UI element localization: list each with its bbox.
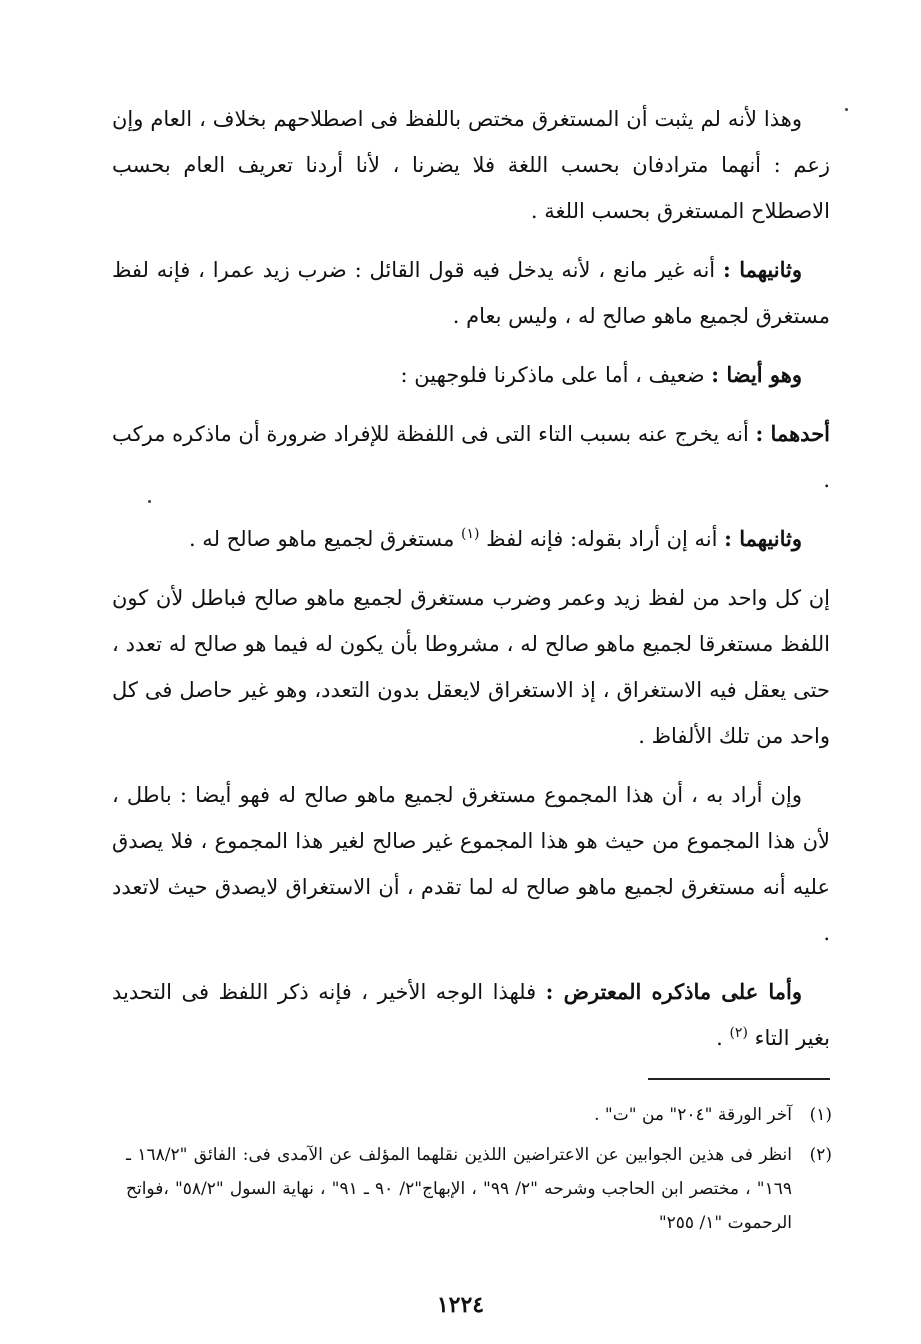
paragraph-lead: أحدهما : [755, 421, 831, 446]
paragraph-text: أنه يخرج عنه بسبب التاء التى فى اللفظة للإفراد ضرورة أن ماذكره مركب . [112, 422, 830, 492]
paragraph [112, 411, 830, 503]
footnote [126, 1098, 832, 1132]
paragraph [112, 575, 830, 759]
scan-speck [845, 108, 848, 111]
paragraph-text: ضعيف ، أما على ماذكرنا فلوجهين : [400, 363, 712, 387]
footnote-marker[interactable]: (٢) [729, 1025, 748, 1041]
footnote-number: (٢) [809, 1145, 832, 1165]
footnote-marker[interactable]: (١) [461, 526, 480, 542]
paragraph [112, 516, 830, 562]
paragraph-lead: وثانيهما : [722, 257, 802, 282]
footnote-text: آخر الورقة "٢٠٤" من "ت" . [594, 1105, 792, 1125]
paragraph [112, 969, 830, 1061]
paragraph [112, 96, 830, 234]
footnotes [126, 1098, 832, 1246]
paragraph [112, 247, 830, 339]
paragraph-lead: وأما على ماذكره المعترض : [545, 979, 802, 1004]
paragraph [112, 352, 830, 398]
paragraph-lead: وثانيهما : [724, 526, 802, 551]
paragraph-text: وإن أراد به ، أن هذا المجموع مستغرق لجميع ماهو صالح له فهو أيضا : باطل ، لأن هذا المجموع من حيث هو هذا المجموع غير صالح لغير هذا المجموع ، فلا يصدق عليه أنه مستغرق لجميع ماهو صالح له لما تقدم ، أن الاستغراق لايصدق حيث لاتعدد . [112, 783, 830, 945]
footnote-number: (١) [809, 1105, 832, 1125]
paragraph-text: إن كل واحد من لفظ زيد وعمر وضرب مستغرق لجميع ماهو صالح فباطل لأن كون اللفظ مستغرقا لجميع ماهو صالح له ، مشروطا بأن يكون له فيما هو صالح له تعدد ، حتى يعقل فيه الاستغراق ، إذ الاستغراق لايعقل بدون التعدد، وهو غير حاصل فى كل واحد من تلك الألفاظ . [112, 586, 830, 748]
footnote-text: انظر فى هذين الجوابين عن الاعتراضين اللذين نقلهما المؤلف عن الآمدى فى: الفائق "١٦٨/٢ ـ ١٦٩" ، مختصر ابن الحاجب وشرحه "٢/ ٩٩" ، الإبهاج"٢/ ٩٠ ـ ٩١" ، نهاية السول "٥٨/٢" ،فواتح الرحموت "١/ ٢٥٥" [126, 1145, 792, 1233]
paragraph-text: وهذا لأنه لم يثبت أن المستغرق مختص باللفظ فى اصطلاحهم بخلاف ، العام وإن زعم : أنهما مترادفان بحسب اللغة فلا يضرنا ، لأنا أردنا تعريف العام بحسب الاصطلاح المستغرق بحسب اللغة . [112, 107, 830, 223]
main-text [112, 96, 830, 1074]
paragraph-text: أنه غير مانع ، لأنه يدخل فيه قول القائل : ضرب زيد عمرا ، فإنه لفظ مستغرق لجميع ماهو صالح له ، وليس بعام . [112, 258, 830, 328]
paragraph-text: مستغرق لجميع ماهو صالح له . [188, 527, 462, 551]
footnote-separator [648, 1078, 830, 1080]
paragraph-lead: وهو أيضا : [711, 362, 802, 387]
scan-speck [148, 500, 151, 503]
paragraph-text: . [716, 1026, 730, 1050]
page-number: ١٢٢٤ [436, 1292, 485, 1318]
footnote [126, 1138, 832, 1240]
paragraph-text: أنه إن أراد بقوله: فإنه لفظ [479, 527, 725, 551]
paragraph [112, 772, 830, 956]
paragraph-text: فلهذا الوجه الأخير ، فإنه ذكر اللفظ فى التحديد بغير التاء [112, 980, 830, 1050]
